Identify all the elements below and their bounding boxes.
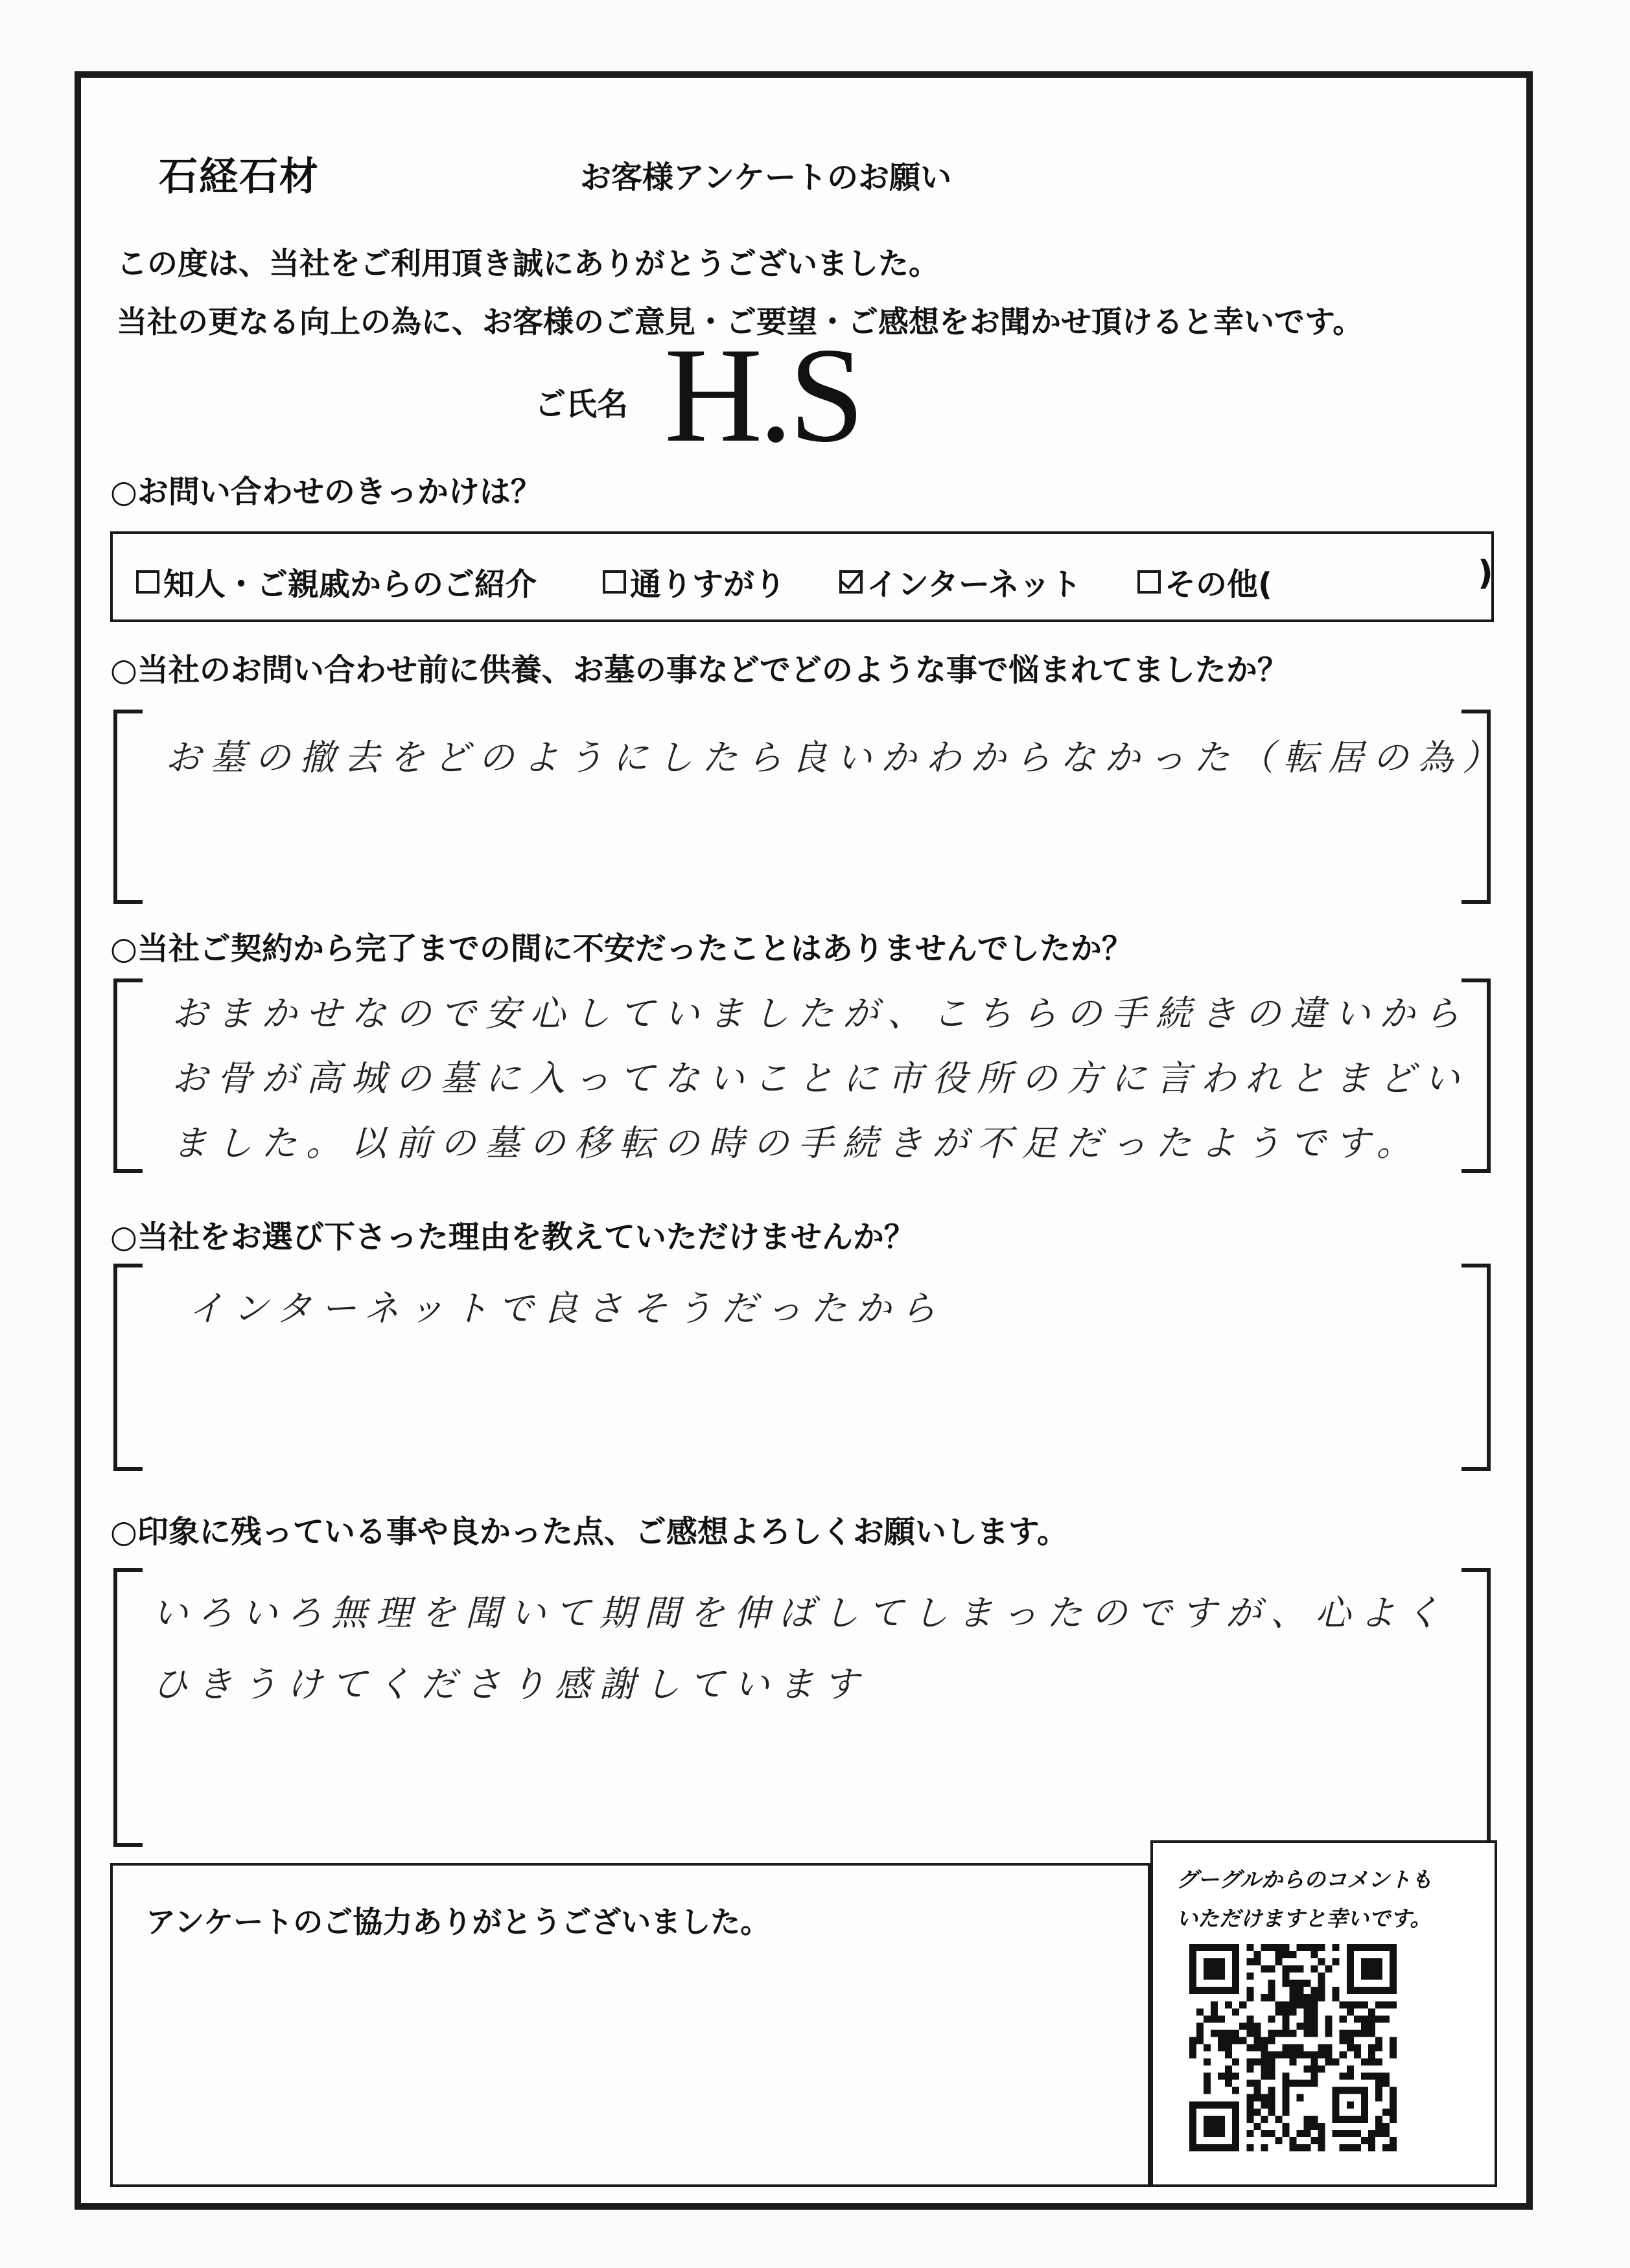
intro-line-1: この度は、当社をご利用頂き誠にありがとうございました。: [117, 246, 939, 282]
question-inquiry-trigger: ○お問い合わせのきっかけは？: [110, 474, 542, 510]
intro-line-2: 当社の更なる向上の為に、お客様のご意見・ご要望・ご感想をお聞かせ頂けると幸いです。: [117, 305, 1364, 340]
checkbox-referral[interactable]: [136, 570, 159, 594]
answer-bracket-left: [113, 1568, 143, 1847]
survey-title: お客様アンケートのお願い: [580, 159, 952, 196]
answer-impressions-line-1: いろいろ無理を聞いて期間を伸ばしてしまったのですが、心よく: [152, 1592, 1450, 1634]
thanks-message: アンケートのご協力ありがとうございました。: [146, 1904, 771, 1939]
answer-impressions-line-2: ひきうけてくださり感謝しています: [152, 1663, 868, 1705]
checkbox-other[interactable]: [1137, 570, 1161, 594]
question-anxiety: ○当社ご契約から完了までの間に不安だったことはありませんでしたか？: [110, 931, 1133, 967]
question-impressions: ○印象に残っている事や良かった点、ご感想よろしくお願いします。: [110, 1514, 1069, 1550]
checkbox-internet[interactable]: [839, 570, 863, 594]
answer-anxiety-line-1: おまかせなので安心していましたが、こちらの手続きの違いから: [172, 993, 1469, 1034]
option-other[interactable]: [1137, 559, 1272, 604]
option-referral[interactable]: [136, 559, 537, 604]
answer-selection-reason: インターネットで良さそうだったから: [188, 1288, 946, 1329]
answer-bracket-right: [1461, 1264, 1491, 1471]
survey-sheet: [75, 71, 1533, 2210]
option-referral-label: 知人・ご親戚からのご紹介: [163, 566, 537, 603]
answer-bracket-left: [113, 1264, 143, 1471]
google-review-text-2: いただけますと幸いです。: [1176, 1906, 1432, 1931]
company-name: 石経石材: [159, 154, 320, 200]
option-passing-by-label: 通りすがり: [630, 566, 786, 603]
customer-name-value: H.S: [664, 320, 861, 470]
option-other-label: その他(: [1165, 566, 1272, 603]
answer-bracket-left: [113, 710, 143, 904]
answer-anxiety-line-3: ました。以前の墓の移転の時の手続きが不足だったようです。: [172, 1122, 1421, 1164]
option-passing-by[interactable]: [603, 559, 786, 604]
answer-prior-concerns: お墓の撤去をどのようにしたら良いかわからなかった（転居の為）: [165, 737, 1508, 778]
question-prior-concerns: ○当社のお問い合わせ前に供養、お墓の事などでどのような事で悩まれてましたか？: [110, 652, 1288, 688]
option-internet[interactable]: [839, 559, 1082, 604]
answer-anxiety-line-2: お骨が高城の墓に入ってないことに市役所の方に言われとまどい: [172, 1058, 1469, 1099]
checkbox-passing-by[interactable]: [603, 570, 626, 594]
customer-name-label: ご氏名: [535, 386, 629, 422]
answer-bracket-left: [113, 978, 143, 1173]
answer-bracket-right: [1461, 1568, 1491, 1847]
option-internet-label: インターネット: [867, 566, 1082, 603]
qr-code-icon[interactable]: [1189, 1944, 1397, 2151]
question-selection-reason: ○当社をお選び下さった理由を教えていただけませんか？: [110, 1219, 915, 1255]
option-other-close-paren: ): [1478, 554, 1493, 593]
google-review-text-1: グーグルからのコメントも: [1176, 1867, 1433, 1892]
